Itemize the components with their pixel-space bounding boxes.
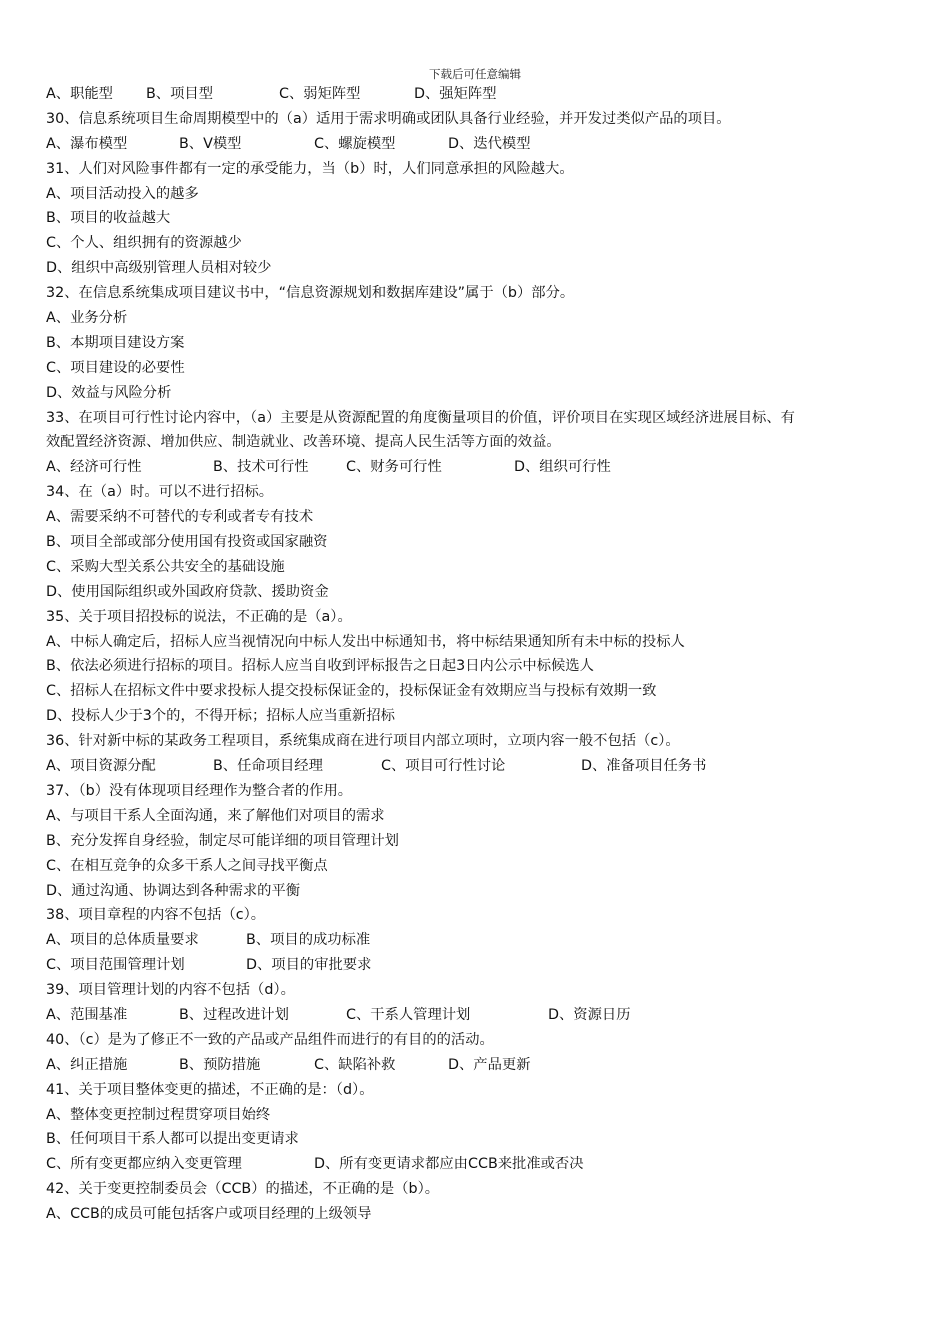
text-line xyxy=(46,1152,936,1177)
text-line xyxy=(46,729,936,754)
answer-option: A、职能型 xyxy=(46,86,113,102)
text-segment: 40、（c）是为了修正不一致的产品或产品组件而进行的有目的的活动。 xyxy=(46,1031,494,1048)
text-line xyxy=(46,206,936,231)
answer-option: D、产品更新 xyxy=(448,1056,531,1073)
text-line xyxy=(46,654,936,679)
text-segment: 42、关于变更控制委员会（CCB）的描述，不正确的是（b）。 xyxy=(46,1181,440,1198)
answer-option: A、范围基准 xyxy=(46,1006,128,1023)
text-line xyxy=(46,854,936,879)
answer-option: A、项目资源分配 xyxy=(46,758,156,775)
text-segment: B、项目全部或部分使用国有投资或国家融资 xyxy=(46,534,328,551)
text-line xyxy=(46,580,936,605)
text-line xyxy=(46,132,936,157)
text-segment: 36、针对新中标的某政务工程项目，系统集成商在进行项目内部立项时，立项内容一般不包括（c）。 xyxy=(46,733,680,750)
answer-option: C、项目可行性讨论 xyxy=(381,758,506,775)
text-line xyxy=(46,306,936,331)
text-line xyxy=(46,804,936,829)
text-line xyxy=(46,331,936,356)
text-line xyxy=(46,82,936,107)
text-segment: 37、（b）没有体现项目经理作为整合者的作用。 xyxy=(46,782,353,799)
answer-option: D、准备项目任务书 xyxy=(581,758,707,775)
text-line xyxy=(46,679,936,704)
text-line xyxy=(46,1103,936,1128)
answer-option: C、弱矩阵型 xyxy=(279,86,361,102)
text-line xyxy=(46,829,936,854)
text-segment: D、使用国际组织或外国政府贷款、援助资金 xyxy=(46,583,329,600)
text-line xyxy=(46,928,936,953)
answer-option: A、经济可行性 xyxy=(46,459,142,476)
page-header: 下载后可任意编辑 xyxy=(429,67,521,81)
text-segment: A、中标人确定后，招标人应当视情况向中标人发出中标通知书，将中标结果通知所有未中标的投标人 xyxy=(46,633,685,650)
answer-option: D、组织可行性 xyxy=(514,459,611,476)
answer-option: C、缺陷补救 xyxy=(314,1056,396,1073)
answer-option: D、所有变更请求都应由CCB来批准或否决 xyxy=(314,1156,584,1173)
text-line xyxy=(46,530,936,555)
answer-option: C、螺旋模型 xyxy=(314,135,396,152)
text-line xyxy=(46,281,936,306)
answer-option: C、干系人管理计划 xyxy=(346,1006,471,1023)
text-segment: C、采购大型关系公共安全的基础设施 xyxy=(46,558,285,575)
text-line xyxy=(46,455,936,480)
text-segment: D、投标人少于3个的，不得开标；招标人应当重新招标 xyxy=(46,708,395,725)
answer-option: B、项目型 xyxy=(146,86,213,102)
text-segment: C、招标人在招标文件中要求投标人提交投标保证金的，投标保证金有效期应当与投标有效期一致 xyxy=(46,683,657,700)
text-line xyxy=(46,779,936,804)
text-line xyxy=(46,1177,936,1202)
text-line xyxy=(46,879,936,904)
text-segment: C、个人、组织拥有的资源越少 xyxy=(46,235,242,252)
answer-option: C、所有变更都应纳入变更管理 xyxy=(46,1156,242,1173)
question-list xyxy=(46,82,936,1227)
text-line xyxy=(46,107,936,132)
text-line xyxy=(46,704,936,729)
answer-option: B、技术可行性 xyxy=(213,459,309,476)
text-line xyxy=(46,555,936,580)
answer-option: B、V模型 xyxy=(179,135,242,152)
answer-option: D、项目的审批要求 xyxy=(246,957,372,974)
text-line xyxy=(46,182,936,207)
text-segment: 33、在项目可行性讨论内容中，（a）主要是从资源配置的角度衡量项目的价值，评价项目在实现区域经济进展目标、有 xyxy=(46,409,795,426)
answer-option: B、预防措施 xyxy=(179,1056,261,1073)
text-segment: 39、项目管理计划的内容不包括（d）。 xyxy=(46,982,295,999)
text-line xyxy=(46,953,936,978)
text-line xyxy=(46,754,936,779)
answer-option: A、项目的总体质量要求 xyxy=(46,932,199,949)
text-segment: B、任何项目干系人都可以提出变更请求 xyxy=(46,1131,299,1148)
text-segment: 35、关于项目招投标的说法，不正确的是（a）。 xyxy=(46,608,352,625)
text-line xyxy=(46,605,936,630)
text-line xyxy=(46,1028,936,1053)
text-line xyxy=(46,406,936,431)
text-segment: D、效益与风险分析 xyxy=(46,384,172,401)
text-segment: D、组织中高级别管理人员相对较少 xyxy=(46,260,272,277)
text-segment: 34、在（a）时。可以不进行招标。 xyxy=(46,484,274,501)
text-segment: A、与项目干系人全面沟通，来了解他们对项目的需求 xyxy=(46,807,385,824)
text-segment: A、业务分析 xyxy=(46,310,128,327)
text-segment: A、需要采纳不可替代的专利或者专有技术 xyxy=(46,509,314,526)
text-line xyxy=(46,505,936,530)
text-segment: 效配置经济资源、增加供应、制造就业、改善环境、提高人民生活等方面的效益。 xyxy=(46,434,561,451)
text-segment: B、项目的收益越大 xyxy=(46,210,171,227)
text-line xyxy=(46,978,936,1003)
text-line xyxy=(46,1053,936,1078)
text-segment: B、充分发挥自身经验，制定尽可能详细的项目管理计划 xyxy=(46,832,399,849)
answer-option: D、资源日历 xyxy=(548,1006,631,1023)
text-line xyxy=(46,256,936,281)
answer-option: B、项目的成功标准 xyxy=(246,932,371,949)
text-segment: C、在相互竞争的众多干系人之间寻找平衡点 xyxy=(46,857,328,874)
text-segment: 30、信息系统项目生命周期模型中的（a）适用于需求明确或团队具备行业经验，并开发过类似产品的项目。 xyxy=(46,110,731,127)
answer-option: B、过程改进计划 xyxy=(179,1006,289,1023)
answer-option: A、瀑布模型 xyxy=(46,135,128,152)
text-segment: B、本期项目建设方案 xyxy=(46,334,185,351)
text-line xyxy=(46,480,936,505)
text-segment: 41、关于项目整体变更的描述，不正确的是：（d）。 xyxy=(46,1081,374,1098)
text-segment: A、CCB的成员可能包括客户或项目经理的上级领导 xyxy=(46,1206,372,1223)
answer-option: A、纠正措施 xyxy=(46,1056,128,1073)
text-line xyxy=(46,356,936,381)
answer-option: C、财务可行性 xyxy=(346,459,442,476)
text-line xyxy=(46,1003,936,1028)
answer-option: D、迭代模型 xyxy=(448,135,531,152)
answer-option: D、强矩阵型 xyxy=(414,86,497,102)
answer-option: B、任命项目经理 xyxy=(213,758,323,775)
text-segment: A、项目活动投入的越多 xyxy=(46,185,199,202)
text-segment: 31、人们对风险事件都有一定的承受能力，当（b）时，人们同意承担的风险越大。 xyxy=(46,160,574,177)
text-line xyxy=(46,430,936,455)
text-segment: D、通过沟通、协调达到各种需求的平衡 xyxy=(46,882,301,899)
text-line xyxy=(46,381,936,406)
text-segment: 32、在信息系统集成项目建议书中，“信息资源规划和数据库建设”属于（b）部分。 xyxy=(46,285,575,302)
text-segment: C、项目建设的必要性 xyxy=(46,359,185,376)
text-line xyxy=(46,1078,936,1103)
text-segment: 38、项目章程的内容不包括（c）。 xyxy=(46,907,266,924)
text-line xyxy=(46,1127,936,1152)
text-line xyxy=(46,903,936,928)
text-segment: A、整体变更控制过程贯穿项目始终 xyxy=(46,1106,271,1123)
text-line xyxy=(46,630,936,655)
text-line xyxy=(46,157,936,182)
text-line xyxy=(46,1202,936,1227)
text-segment: B、依法必须进行招标的项目。招标人应当自收到评标报告之日起3日内公示中标候选人 xyxy=(46,658,594,675)
answer-option: C、项目范围管理计划 xyxy=(46,957,185,974)
text-line xyxy=(46,231,936,256)
